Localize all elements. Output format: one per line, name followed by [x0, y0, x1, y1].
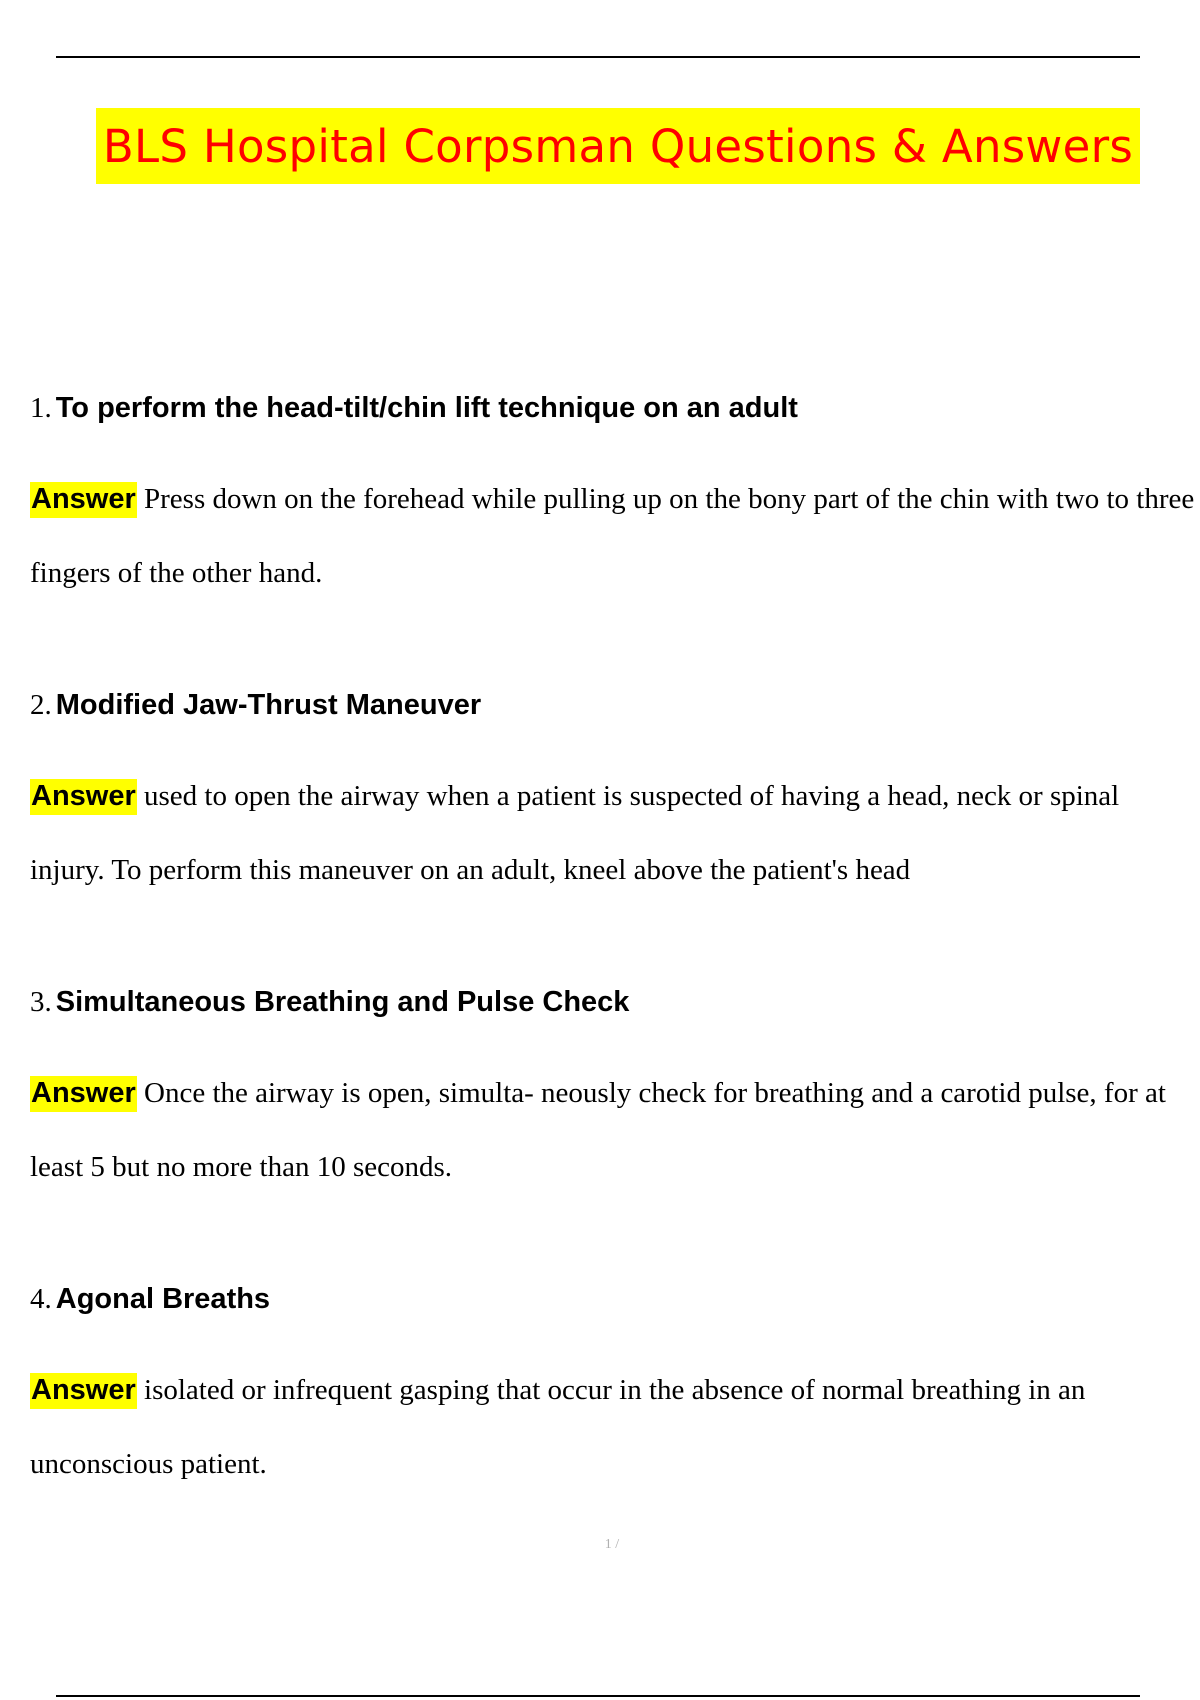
page-number: 1 / [604, 1537, 620, 1552]
qa-item-1 [30, 388, 1200, 610]
question [30, 685, 1200, 725]
question-text: Agonal Breaths [55, 1283, 271, 1315]
question-number: 2. [30, 689, 52, 721]
qa-item-2 [30, 685, 1200, 907]
qa-item-3 [30, 982, 1200, 1204]
bottom-rule [56, 1695, 1140, 1697]
top-rule [56, 56, 1140, 58]
answer-text: used to open the airway when a patient is suspected of having a head, neck or spinal injury. To perform this maneuver on an adult, kneel above the patient's head [30, 780, 1120, 886]
question [30, 388, 1200, 428]
question-number: 1. [30, 392, 52, 424]
answer [30, 462, 1198, 610]
answer-label: Answer [30, 779, 137, 815]
document-title: BLS Hospital Corpsman Questions & Answers [102, 119, 1134, 173]
answer-text: Once the airway is open, simulta- neously check for breathing and a carotid pulse, for at least 5 but no more than 10 seconds. [30, 1077, 1166, 1183]
answer [30, 1353, 1198, 1501]
answer-label: Answer [30, 482, 137, 518]
question-text: Modified Jaw-Thrust Maneuver [55, 689, 482, 721]
question-number: 3. [30, 986, 52, 1018]
answer-text: isolated or infrequent gasping that occur in the absence of normal breathing in an unconscious patient. [30, 1374, 1086, 1480]
answer [30, 1056, 1198, 1204]
title-highlight [96, 108, 1140, 184]
question [30, 982, 1200, 1022]
answer [30, 759, 1198, 907]
question-text: Simultaneous Breathing and Pulse Check [55, 986, 630, 1018]
question-number: 4. [30, 1283, 52, 1315]
question [30, 1279, 1200, 1319]
answer-label: Answer [30, 1076, 137, 1112]
answer-label: Answer [30, 1373, 137, 1409]
question-text: To perform the head-tilt/chin lift technique on an adult [55, 392, 798, 424]
qa-item-4 [30, 1279, 1200, 1501]
answer-text: Press down on the forehead while pulling up on the bony part of the chin with two to three fingers of the other hand. [30, 483, 1195, 589]
